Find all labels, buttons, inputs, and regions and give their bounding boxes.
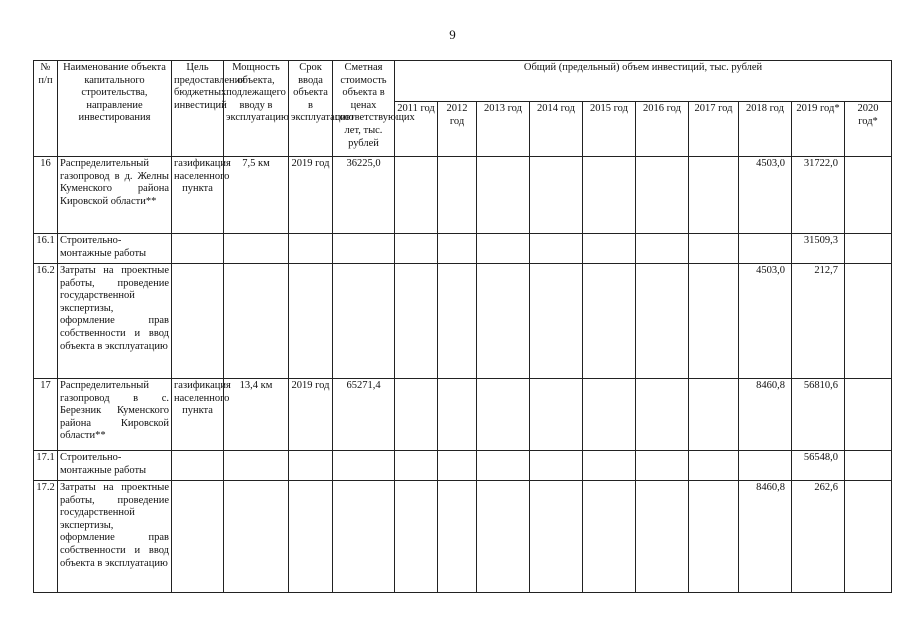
row-year-value	[845, 264, 892, 379]
row-year-value	[636, 481, 689, 593]
header-year: 2019 год*	[792, 102, 845, 157]
header-year: 2020 год*	[845, 102, 892, 157]
row-name: Распределительный газопровод в д. Желны Куменского района Кировской области**	[58, 157, 172, 234]
row-year-value	[845, 451, 892, 481]
row-year-value	[477, 264, 530, 379]
row-capacity	[224, 264, 289, 379]
row-year-value	[583, 379, 636, 451]
header-year: 2012 год	[438, 102, 477, 157]
header-term: Срок ввода объекта в эксплуатацию	[289, 61, 333, 157]
row-capacity: 7,5 км	[224, 157, 289, 234]
row-year-value	[845, 481, 892, 593]
row-term	[289, 234, 333, 264]
row-cost	[333, 264, 395, 379]
row-cost	[333, 451, 395, 481]
header-goal: Цель предоставления бюджетных инвестиций	[172, 61, 224, 157]
row-cost	[333, 481, 395, 593]
row-goal	[172, 234, 224, 264]
table-row	[34, 157, 892, 234]
row-year-value	[739, 234, 792, 264]
row-year-value	[395, 264, 438, 379]
row-year-value	[689, 481, 739, 593]
row-year-value	[395, 451, 438, 481]
row-year-value	[477, 234, 530, 264]
row-term: 2019 год	[289, 157, 333, 234]
row-num: 16	[34, 157, 58, 234]
row-name: Строительно-монтажные работы	[58, 234, 172, 264]
row-capacity	[224, 481, 289, 593]
row-year-value	[477, 451, 530, 481]
row-year-value	[530, 481, 583, 593]
row-name: Затраты на проектные работы, проведение государственной экспертизы, оформление прав собственности и ввод объекта в эксплуатацию	[58, 481, 172, 593]
row-year-value: 8460,8	[739, 379, 792, 451]
row-year-value	[530, 264, 583, 379]
row-year-value	[689, 451, 739, 481]
row-year-value: 56548,0	[792, 451, 845, 481]
row-year-value	[583, 157, 636, 234]
row-goal	[172, 264, 224, 379]
row-capacity	[224, 451, 289, 481]
row-year-value: 4503,0	[739, 264, 792, 379]
row-year-value	[583, 234, 636, 264]
header-num: № п/п	[34, 61, 58, 157]
row-year-value	[739, 451, 792, 481]
row-year-value	[530, 234, 583, 264]
row-year-value: 31509,3	[792, 234, 845, 264]
row-year-value	[845, 379, 892, 451]
row-year-value	[845, 157, 892, 234]
page-number: 9	[449, 27, 456, 42]
row-year-value	[438, 234, 477, 264]
row-goal: газификация населенного пункта	[172, 157, 224, 234]
table-row	[34, 264, 892, 379]
header-year: 2015 год	[583, 102, 636, 157]
row-goal: газификация населенного пункта	[172, 379, 224, 451]
row-term: 2019 год	[289, 379, 333, 451]
table-row	[34, 481, 892, 593]
row-term	[289, 264, 333, 379]
row-year-value	[438, 157, 477, 234]
row-year-value: 56810,6	[792, 379, 845, 451]
header-capacity: Мощность объекта, подлежащего вводу в эксплуатацию	[224, 61, 289, 157]
row-year-value: 262,6	[792, 481, 845, 593]
header-cost: Сметная стоимость объекта в ценах соответствующих лет, тыс. рублей	[333, 61, 395, 157]
header-year: 2013 год	[477, 102, 530, 157]
row-num: 17.2	[34, 481, 58, 593]
row-year-value	[395, 157, 438, 234]
row-cost: 65271,4	[333, 379, 395, 451]
row-year-value	[845, 234, 892, 264]
row-year-value	[477, 481, 530, 593]
row-year-value	[583, 451, 636, 481]
row-year-value	[689, 379, 739, 451]
row-year-value: 212,7	[792, 264, 845, 379]
row-name: Затраты на проектные работы, проведение государственной экспертизы, оформление прав собственности и ввод объекта в эксплуатацию	[58, 264, 172, 379]
header-name: Наименование объекта капитального строительства, направление инвестирования	[58, 61, 172, 157]
row-year-value	[395, 379, 438, 451]
table-row	[34, 451, 892, 481]
row-year-value	[636, 379, 689, 451]
row-name: Распределительный газопровод в с. Березник Куменского района Кировской области**	[58, 379, 172, 451]
row-goal	[172, 481, 224, 593]
investment-table	[33, 60, 892, 593]
row-year-value: 4503,0	[739, 157, 792, 234]
header-year: 2018 год	[739, 102, 792, 157]
row-year-value	[395, 481, 438, 593]
row-year-value	[438, 481, 477, 593]
row-year-value	[438, 264, 477, 379]
header-total: Общий (предельный) объем инвестиций, тыс. рублей	[395, 61, 892, 102]
row-year-value	[636, 234, 689, 264]
table-row	[34, 234, 892, 264]
row-year-value	[477, 157, 530, 234]
row-year-value	[583, 481, 636, 593]
row-name: Строительно-монтажные работы	[58, 451, 172, 481]
row-term	[289, 451, 333, 481]
row-year-value: 8460,8	[739, 481, 792, 593]
table-body	[34, 157, 892, 593]
row-year-value	[636, 264, 689, 379]
row-year-value	[689, 157, 739, 234]
row-year-value	[583, 264, 636, 379]
row-year-value	[689, 264, 739, 379]
table-header	[34, 61, 892, 157]
header-year: 2011 год	[395, 102, 438, 157]
row-year-value	[636, 157, 689, 234]
row-year-value	[438, 379, 477, 451]
row-year-value	[530, 157, 583, 234]
row-capacity: 13,4 км	[224, 379, 289, 451]
header-year: 2017 год	[689, 102, 739, 157]
row-num: 16.2	[34, 264, 58, 379]
row-year-value: 31722,0	[792, 157, 845, 234]
row-num: 17	[34, 379, 58, 451]
row-year-value	[530, 451, 583, 481]
row-cost: 36225,0	[333, 157, 395, 234]
header-year: 2014 год	[530, 102, 583, 157]
row-cost	[333, 234, 395, 264]
row-year-value	[689, 234, 739, 264]
row-year-value	[477, 379, 530, 451]
row-year-value	[636, 451, 689, 481]
table-row	[34, 379, 892, 451]
row-num: 16.1	[34, 234, 58, 264]
row-num: 17.1	[34, 451, 58, 481]
row-capacity	[224, 234, 289, 264]
row-year-value	[530, 379, 583, 451]
row-year-value	[438, 451, 477, 481]
row-year-value	[395, 234, 438, 264]
row-term	[289, 481, 333, 593]
row-goal	[172, 451, 224, 481]
header-year: 2016 год	[636, 102, 689, 157]
